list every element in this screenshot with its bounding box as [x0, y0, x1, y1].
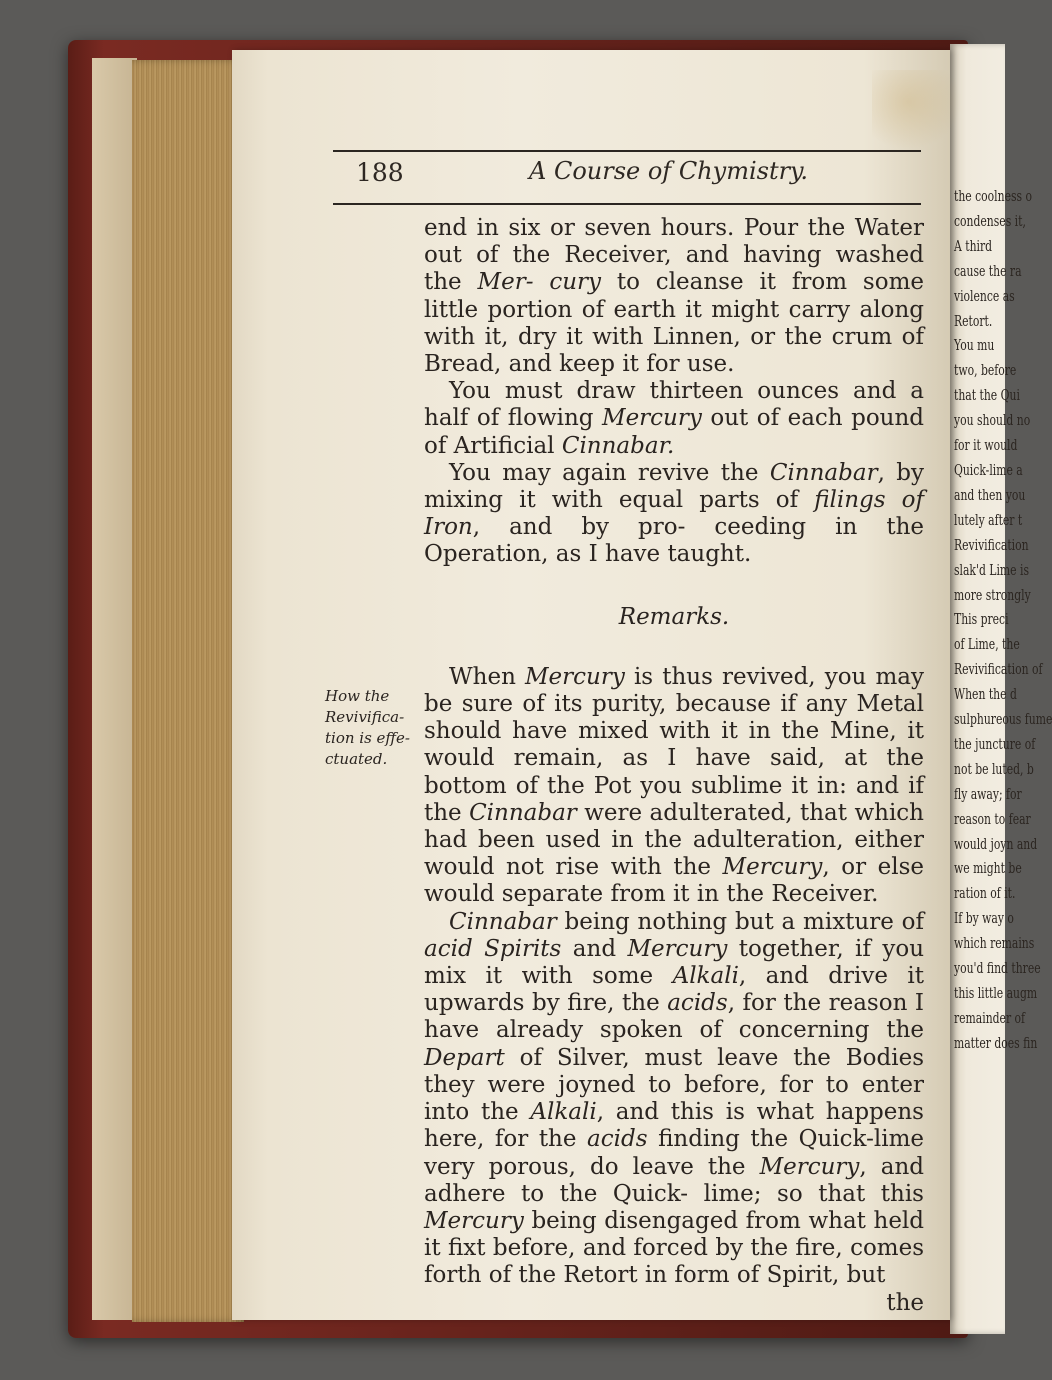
- facing-page-fragment: not be luted, b: [954, 759, 1034, 778]
- page-block-edge: [92, 58, 137, 1320]
- facing-page-fragment: lutely after t: [954, 510, 1023, 529]
- page-number: 188: [356, 158, 404, 187]
- catchword: the: [886, 1289, 924, 1316]
- facing-page-fragment: condenses it,: [954, 211, 1026, 230]
- facing-page-fragment: more strongly: [954, 585, 1031, 604]
- facing-page-fragment: Revivification of: [954, 660, 1043, 679]
- facing-page-fragment: we might be: [954, 859, 1022, 878]
- facing-page-fragment: If by way o: [954, 909, 1014, 928]
- margin-note-line: tion is effe-: [325, 729, 410, 747]
- paragraph-revive: You may again revive the Cinnabar, by mixing it with equal parts of filings of Iron, and by pro- ceeding in the Operation, as I have taught.: [424, 459, 925, 568]
- facing-page-fragment: Retort.: [954, 311, 993, 330]
- paragraph-yield: You must draw thirteen ounces and a half of flowing Mercury out of each pound of Artificial Cinnabar.: [424, 378, 925, 459]
- facing-page-fragment: This preci: [954, 610, 1009, 629]
- facing-page-fragment: sulphureous fume: [954, 710, 1052, 729]
- header-rule-top: [333, 150, 921, 152]
- facing-page-fragment: two, before: [954, 361, 1017, 380]
- remarks-heading: Remarks.: [618, 603, 730, 630]
- facing-page-fragment: Revivification: [954, 535, 1029, 554]
- margin-note-line: ctuated.: [325, 750, 388, 768]
- facing-page-fragment: reason to fear: [954, 809, 1031, 828]
- facing-page-fragment: ration of it.: [954, 884, 1016, 903]
- facing-page-fragment: cause the ra: [954, 261, 1022, 280]
- facing-page-fragment: You mu: [954, 336, 995, 355]
- facing-page-fragment: the coolness o: [954, 187, 1032, 205]
- facing-page-text: [954, 184, 1052, 1056]
- margin-note-line: How the: [325, 687, 390, 705]
- facing-page-fragment: would joyn and: [954, 834, 1038, 853]
- facing-page-fragment: the juncture of: [954, 734, 1036, 753]
- paragraph-remarks: When Mercury is thus revived, you may be sure of its purity, because if any Metal should have mixed with it in the Mine, it would remain, as I have said, at the bottom of the Pot you sublime it in: and if the Cinnabar were adulterated, that which had been used in the adulteration, either would not rise with the Mercury, or else would separate from it in the Receiver.: [424, 663, 925, 908]
- facing-page-fragment: and then you: [954, 485, 1026, 504]
- facing-page-fragment: When the d: [954, 685, 1017, 704]
- facing-page-fragment: fly away; for: [954, 784, 1022, 803]
- body-text: [424, 215, 924, 1317]
- margin-note: [325, 686, 420, 770]
- facing-page-fragment: violence as: [954, 286, 1015, 305]
- facing-page-fragment: which remains: [954, 934, 1035, 953]
- facing-page-fragment: slak'd Lime is: [954, 560, 1029, 579]
- facing-page-fragment: this little augm: [954, 984, 1038, 1002]
- facing-page-fragment: you should no: [954, 411, 1031, 430]
- header-rule-bottom: [333, 203, 921, 205]
- facing-page-fragment: matter does fin: [954, 1033, 1038, 1052]
- facing-page: [950, 44, 1052, 1334]
- water-stain: [872, 70, 962, 150]
- facing-page-fragment: remainder of: [954, 1008, 1026, 1027]
- paragraph-cinnabar: Cinnabar being nothing but a mixture of acid Spirits and Mercury together, if you mix it with some Alkali, and drive it upwards by fire, the acids, for the reason I have already spoken of concerning the Depart of Silver, must leave the Bodies they were joyned to before, for to enter into the Alkali, and this is what happens here, for the acids finding the Quick-lime very porous, do leave the Mercury, and adhere to the Quick- lime; so that this Mercury being disengaged from what held it fixt before, and forced by the fire, comes forth of the Retort in form of Spirit, but: [424, 908, 925, 1289]
- margin-note-line: Revivifica-: [325, 708, 405, 726]
- facing-page-fragment: that the Qui: [954, 386, 1020, 405]
- fore-edge-pages: [132, 60, 244, 1322]
- running-title: A Course of Chymistry.: [529, 157, 809, 185]
- facing-page-fragment: Quick-lime a: [954, 460, 1023, 479]
- paragraph-continuation: end in six or seven hours. Pour the Water out of the Receiver, and having washed the Mer- cury to cleanse it from some little portion of earth it might carry along with it, dry it with Linnen, or the crum of Bread, and keep it for use.: [424, 215, 924, 378]
- facing-page-fragment: you'd find three: [954, 959, 1041, 978]
- facing-page-fragment: for it would: [954, 436, 1018, 455]
- facing-page-fragment: of Lime, the: [954, 635, 1020, 654]
- facing-page-fragment: A third: [954, 236, 993, 255]
